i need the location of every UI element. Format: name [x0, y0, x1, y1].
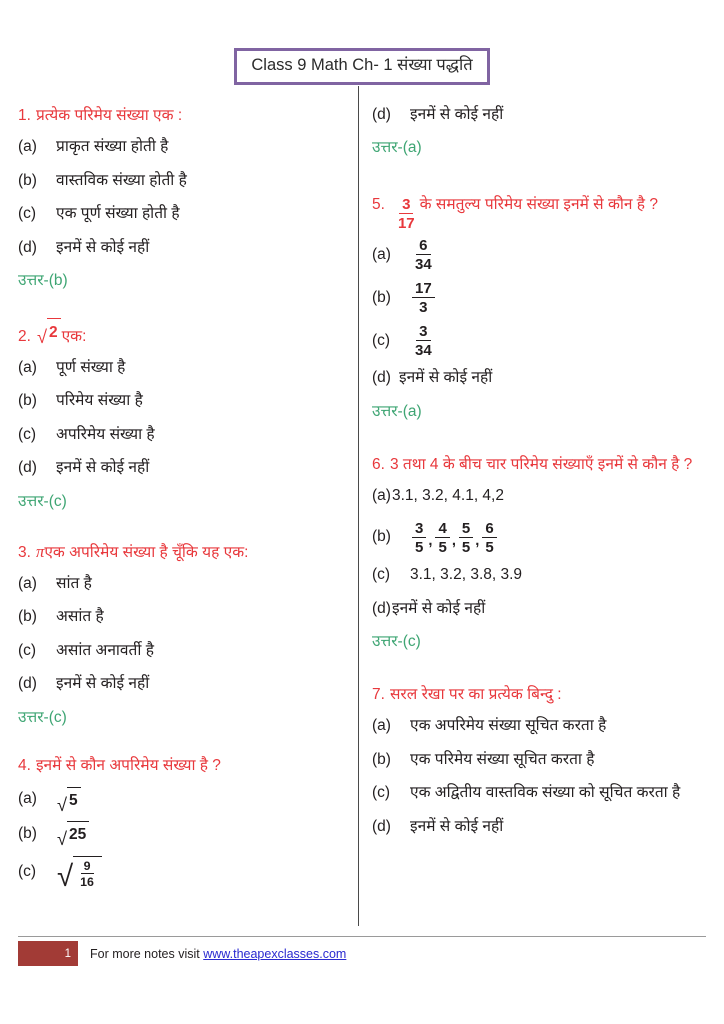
question-1-text [18, 104, 348, 127]
answer-6: उत्तर-(c) [372, 633, 421, 651]
option-3c[interactable] [18, 640, 348, 662]
question-6-number: 6. [372, 455, 385, 473]
option-1b-label: (b) [18, 171, 37, 189]
option-3b-text: असांत है [56, 608, 104, 626]
option-3a[interactable] [18, 573, 348, 595]
option-5b-label: (b) [372, 289, 391, 307]
option-5a-label: (a) [372, 246, 391, 264]
option-5b-value [402, 281, 437, 315]
option-7b-text: एक परिमेय संख्या सूचित करता है [410, 750, 595, 768]
option-6d[interactable] [372, 598, 706, 620]
option-7c[interactable] [372, 782, 706, 804]
option-6b[interactable] [372, 518, 706, 555]
option-6b-label: (b) [372, 527, 391, 545]
question-2-text [18, 318, 348, 348]
question-7-body: सरल रेखा पर का प्रत्येक बिन्दु : [389, 685, 562, 703]
fraction-4-5 [435, 521, 449, 555]
page-footer [18, 941, 706, 966]
fraction-separator: , [451, 533, 456, 550]
option-1a-label: (a) [18, 138, 37, 156]
answer-4: उत्तर-(a) [372, 139, 422, 157]
option-2a-label: (a) [18, 359, 37, 377]
fraction-denominator: 34 [415, 256, 432, 274]
radicand-4a: 5 [67, 787, 81, 812]
sqrt-icon [57, 787, 81, 815]
radical-sign: √ [57, 828, 68, 850]
fraction-3-5 [412, 521, 426, 555]
option-1a-text: प्राकृत संख्या होती है [56, 138, 169, 156]
option-4a[interactable] [18, 787, 348, 815]
option-3c-label: (c) [18, 641, 37, 659]
question-block-6 [372, 453, 706, 653]
answer-5: उत्तर-(a) [372, 402, 422, 420]
fraction-denominator: 5 [438, 539, 447, 557]
fraction-6-34 [412, 238, 435, 272]
option-1b[interactable] [18, 170, 348, 192]
option-6d-label: (d) [372, 599, 391, 617]
option-6c-text: 3.1, 3.2, 3.8, 3.9 [410, 566, 523, 584]
option-5c-label: (c) [372, 332, 391, 350]
question-7-number: 7. [372, 685, 385, 703]
fraction-6-5 [482, 521, 496, 555]
fraction-denominator: 16 [80, 874, 94, 889]
option-4b-value [48, 821, 90, 850]
question-3-number: 3. [18, 543, 31, 561]
option-2c[interactable] [18, 424, 348, 446]
page-title: Class 9 Math Ch- 1 संख्या पद्धति [234, 48, 489, 85]
sqrt-icon [57, 821, 89, 850]
question-block-3 [18, 539, 348, 729]
option-6c-label: (c) [372, 566, 391, 584]
left-column [18, 104, 348, 897]
option-1a[interactable] [18, 136, 348, 158]
fraction-denominator: 17 [397, 215, 415, 233]
option-6b-value [402, 518, 499, 555]
footer-divider [18, 936, 706, 937]
question-4-number: 4. [18, 757, 31, 775]
option-4a-label: (a) [18, 790, 37, 808]
fraction-numerator: 3 [412, 521, 426, 538]
option-2b-text: परिमेय संख्या है [56, 392, 143, 410]
fraction-numerator: 6 [482, 521, 496, 538]
column-divider [358, 86, 359, 926]
question-5-body: के समतुल्य परिमेय संख्या इनमें से कौन है ? [419, 196, 658, 214]
footer-note [78, 941, 346, 966]
question-4-body: इनमें से कौन अपरिमेय संख्या है ? [35, 757, 221, 775]
option-1c[interactable] [18, 203, 348, 225]
question-5-number: 5. [372, 196, 385, 214]
question-6-text [372, 453, 706, 476]
option-6c[interactable] [372, 564, 706, 586]
option-2c-text: अपरिमेय संख्या है [56, 425, 155, 443]
website-link[interactable]: www.theapexclasses.com [203, 946, 347, 961]
option-4c-label: (c) [18, 862, 37, 880]
question-2-body: एक: [61, 327, 87, 345]
fraction-denominator: 34 [415, 342, 432, 360]
option-7c-text: एक अद्वितीय वास्तविक संख्या को सूचित करता है [410, 784, 681, 802]
option-5a[interactable] [372, 238, 706, 272]
option-7d-label: (d) [372, 817, 391, 835]
question-1-number: 1. [18, 107, 31, 124]
question-block-4-continued [372, 104, 706, 159]
option-7b-label: (b) [372, 750, 391, 768]
answer-1: उत्तर-(b) [18, 272, 68, 290]
option-3d-text: इनमें से कोई नहीं [56, 675, 150, 693]
option-6a-label: (a) [372, 486, 391, 504]
option-3d[interactable] [18, 673, 348, 695]
question-6-body: 3 तथा 4 के बीच चार परिमेय संख्याएँ इनमें से कौन है ? [389, 455, 693, 473]
radical-sign: √ [36, 325, 47, 347]
radical-sign: √ [57, 793, 68, 815]
question-block-1 [18, 104, 348, 292]
option-3c-text: असांत अनावर्ती है [56, 641, 154, 659]
fraction-numerator: 6 [416, 238, 430, 255]
option-6d-text: इनमें से कोई नहीं [391, 599, 486, 617]
fraction-17-3 [412, 281, 435, 315]
radicand-4b: 25 [67, 821, 89, 846]
option-4d-label: (d) [372, 106, 391, 123]
question-3-text [18, 539, 348, 564]
radical-sign: √ [57, 859, 74, 893]
fraction-numerator: 3 [399, 197, 413, 214]
option-7a[interactable] [372, 715, 706, 737]
option-7d-text: इनमें से कोई नहीं [410, 817, 504, 835]
question-4-text [18, 754, 348, 777]
option-4d[interactable] [372, 104, 706, 126]
question-block-5 [372, 193, 706, 422]
option-7a-text: एक अपरिमेय संख्या सूचित करता है [410, 717, 607, 735]
option-4c-value [48, 856, 103, 893]
fraction-sequence [410, 521, 499, 555]
question-7-text [372, 683, 706, 706]
option-2b-label: (b) [18, 392, 37, 410]
option-7c-label: (c) [372, 784, 391, 802]
fraction-3-34 [412, 324, 435, 358]
option-1b-text: वास्तविक संख्या होती है [56, 171, 187, 189]
option-1d-text: इनमें से कोई नहीं [56, 238, 150, 256]
option-6a-text: 3.1, 3.2, 4.1, 4,2 [391, 486, 504, 504]
option-3d-label: (d) [18, 675, 37, 693]
option-4a-value [48, 787, 82, 815]
fraction-numerator: 3 [416, 324, 430, 341]
option-2a-text: पूर्ण संख्या है [56, 359, 126, 377]
fraction-numerator: 17 [412, 281, 435, 298]
question-3-body: एक अपरिमेय संख्या है चूँकि यह एक: [44, 543, 249, 561]
option-2b[interactable] [18, 390, 348, 412]
option-4d-text: इनमें से कोई नहीं [410, 106, 504, 123]
option-2a[interactable] [18, 357, 348, 379]
answer-2: उत्तर-(c) [18, 492, 67, 510]
option-1d[interactable] [18, 237, 348, 259]
option-3b-label: (b) [18, 608, 37, 626]
sqrt-fraction-icon [57, 856, 102, 893]
option-3b[interactable] [18, 606, 348, 628]
option-2c-label: (c) [18, 425, 37, 443]
option-3a-text: सांत है [56, 574, 92, 592]
option-7a-label: (a) [372, 717, 391, 735]
question-block-2 [18, 318, 348, 513]
option-1d-label: (d) [18, 238, 37, 256]
page-number-badge: 1 [18, 941, 78, 966]
option-5c-value [402, 324, 437, 358]
option-5b[interactable] [372, 281, 706, 315]
option-2d-text: इनमें से कोई नहीं [56, 459, 150, 477]
option-1c-text: एक पूर्ण संख्या होती है [56, 205, 180, 223]
option-5d[interactable] [372, 367, 706, 389]
option-5c[interactable] [372, 324, 706, 358]
option-1c-label: (c) [18, 205, 37, 223]
option-5a-value [402, 238, 437, 272]
pi-symbol: π [35, 541, 45, 561]
option-4b-label: (b) [18, 824, 37, 842]
question-block-7 [372, 683, 706, 838]
option-2d-label: (d) [18, 459, 37, 477]
answer-3: उत्तर-(c) [18, 708, 67, 726]
fraction-5-5 [459, 521, 473, 555]
fraction-3-17 [395, 197, 418, 231]
option-4c[interactable] [18, 856, 348, 893]
fraction-denominator: 5 [461, 539, 471, 557]
page-title-wrapper [0, 48, 724, 85]
fraction-numerator: 4 [435, 521, 449, 538]
fraction-denominator: 5 [485, 539, 494, 557]
radicand-2: 2 [47, 318, 61, 344]
fraction-numerator: 9 [81, 860, 94, 874]
fraction-9-16 [77, 860, 97, 889]
option-3a-label: (a) [18, 574, 37, 592]
fraction-separator: , [475, 533, 480, 550]
question-2-number: 2. [18, 327, 31, 345]
fraction-separator: , [428, 533, 433, 550]
option-6a[interactable] [372, 485, 706, 507]
question-block-4 [18, 754, 348, 893]
fraction-denominator: 5 [415, 539, 424, 557]
right-column [372, 104, 706, 849]
option-7d[interactable] [372, 816, 706, 838]
option-2d[interactable] [18, 457, 348, 479]
option-5d-label: (d) [372, 369, 391, 387]
question-5-text [372, 193, 706, 231]
option-7b[interactable] [372, 749, 706, 771]
footer-note-text: For more notes visit [90, 946, 204, 961]
question-1-body: प्रत्येक परिमेय संख्या एक : [35, 107, 183, 124]
radicand-4c [73, 856, 102, 889]
fraction-numerator: 5 [459, 521, 473, 538]
fraction-denominator: 3 [419, 299, 428, 317]
option-4b[interactable] [18, 821, 348, 850]
option-5d-text: इनमें से कोई नहीं [398, 369, 493, 387]
sqrt-icon [32, 318, 61, 347]
